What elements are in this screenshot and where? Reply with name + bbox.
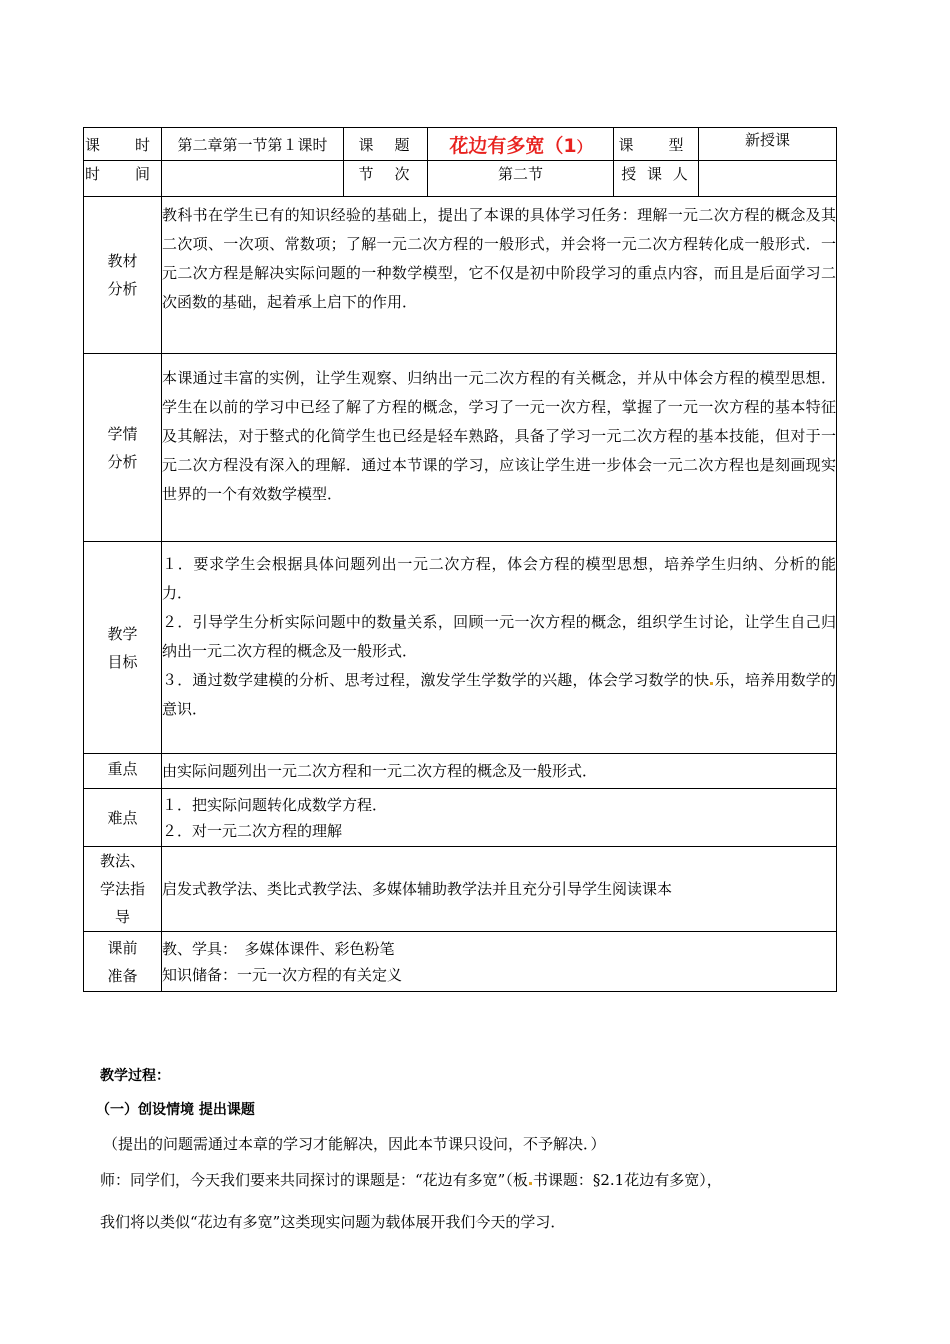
section-1-heading-text: （一）创设情境 提出课题 [96,1102,255,1118]
lesson-title [428,128,614,161]
stray-dot-mark [710,682,713,685]
teaching-goal-3-part-a: ３．通过数学建模的分析、思考过程，激发学生学数学的兴趣，体会学习数学的快 [162,671,710,689]
label-student-analysis [84,354,162,542]
difficult-point-1: １．把实际问题转化成数学方程． [162,795,388,814]
row-difficult-point [84,789,837,847]
teacher-value [699,161,837,197]
teacher-line-1-part-b: 书课题：§2.1花边有多宽）， [532,1171,722,1189]
row-key-point [84,754,837,789]
teacher-line-1 [100,1169,845,1190]
row-class-hour [84,128,837,161]
teaching-goals-text [162,542,837,754]
difficult-point-text [162,789,837,847]
process-heading [100,1065,840,1085]
label-preparation [84,932,162,992]
student-analysis-paragraph: 本课通过丰富的实例，让学生观察、归纳出一元二次方程的有关概念，并从中体会方程的模型思想．学生在以前的学习中已经了解了方程的概念，学习了一元一次方程，掌握了一元一次方程的基本特征及其解法，对于整式的化简学生也已经是轻车熟路，具备了学习一元二次方程的基本技能，但对于一元二次方程没有深入的理解．通过本节课的学习，应该让学生进一步体会一元二次方程也是刻画现实世界的一个有效数学模型． [162,369,836,503]
preparation-tools: 教、学具： 多媒体课件、彩色粉笔 [162,939,395,958]
class-hour-value: 第二章第一节第１课时 [162,128,344,161]
row-student-analysis [84,354,837,542]
section-number-value: 第二节 [428,161,614,197]
row-time [84,161,837,197]
label-class-hour: 课 时 [84,128,162,161]
lesson-title-close: ） [576,137,592,156]
label-teaching-method [84,847,162,932]
section-1-heading [96,1099,836,1119]
row-teaching-method [84,847,837,932]
label-teaching-goals-line2: 目标 [107,652,138,671]
label-teaching-goals-line1: 教学 [107,624,138,643]
row-textbook-analysis [84,197,837,354]
lesson-plan-table [83,127,837,992]
label-teaching-method-line1: 教法、 [99,852,145,870]
preparation-text [162,932,837,992]
label-teacher: 授 课 人 [614,161,699,197]
label-preparation-line2: 准备 [107,966,138,985]
teaching-method-text: 启发式教学法、类比式教学法、多媒体辅助教学法并且充分引导学生阅读课本 [162,847,837,932]
lesson-type-value: 新授课 [699,128,837,161]
difficult-point-2: ２．对一元二次方程的理解 [162,821,343,840]
teaching-goal-3-part-b: 乐，培养用数学的意识． [162,671,836,718]
row-teaching-goals [84,542,837,754]
textbook-analysis-text [162,197,837,354]
section-1-note [103,1133,843,1154]
teacher-line-1-part-a: 师：同学们，今天我们要来共同探讨的课题是：“花边有多宽”（板 [100,1171,528,1189]
label-textbook-analysis-line1: 教材 [107,252,138,270]
teacher-line-2 [100,1211,840,1232]
label-key-point: 重点 [84,754,162,789]
label-student-analysis-line2: 分析 [107,452,138,471]
label-topic: 课 题 [344,128,428,161]
teacher-line-2-text: 我们将以类似“花边有多宽”这类现实问题为载体展开我们今天的学习． [100,1213,566,1231]
teaching-goal-2: ２．引导学生分析实际问题中的数量关系，回顾一元一次方程的概念，组织学生讨论，让学生自己归纳出一元二次方程的概念及一般形式． [162,613,836,660]
student-analysis-text [162,354,837,542]
label-time: 时 间 [84,161,162,197]
label-textbook-analysis [84,197,162,354]
label-section-number: 节 次 [344,161,428,197]
label-difficult-point: 难点 [84,789,162,847]
label-teaching-goals [84,542,162,754]
time-value [162,161,344,197]
preparation-knowledge: 知识储备：一元一次方程的有关定义 [162,965,403,984]
section-1-note-text: （提出的问题需通过本章的学习才能解决，因此本节课只设问，不予解决．） [103,1135,606,1153]
label-preparation-line1: 课前 [107,938,138,957]
stray-dot-mark-2 [529,1182,532,1185]
teaching-goal-1: １．要求学生会根据具体问题列出一元二次方程，体会方程的模型思想，培养学生归纳、分析的能力． [162,555,836,602]
textbook-analysis-paragraph: 教科书在学生已有的知识经验的基础上，提出了本课的具体学习任务：理解一元二次方程的概念及其二次项、一次项、常数项；了解一元二次方程的一般形式，并会将一元二次方程转化成一般形式．一元二次方程是解决实际问题的一种数学模型，它不仅是初中阶段学习的重点内容，而且是后面学习二次函数的基础，起着承上启下的作用． [162,206,836,311]
label-teaching-method-line2: 学法指 [99,880,145,898]
teaching-goal-3 [162,666,836,724]
label-textbook-analysis-line2: 分析 [107,280,138,298]
label-student-analysis-line1: 学情 [107,424,138,443]
label-teaching-method-line3: 导 [114,908,130,926]
label-lesson-type: 课 型 [614,128,699,161]
process-heading-text: 教学过程： [100,1068,170,1084]
lesson-title-main: 花边有多宽（1 [449,134,577,157]
key-point-text: 由实际问题列出一元二次方程和一元二次方程的概念及一般形式． [162,754,837,789]
row-preparation [84,932,837,992]
